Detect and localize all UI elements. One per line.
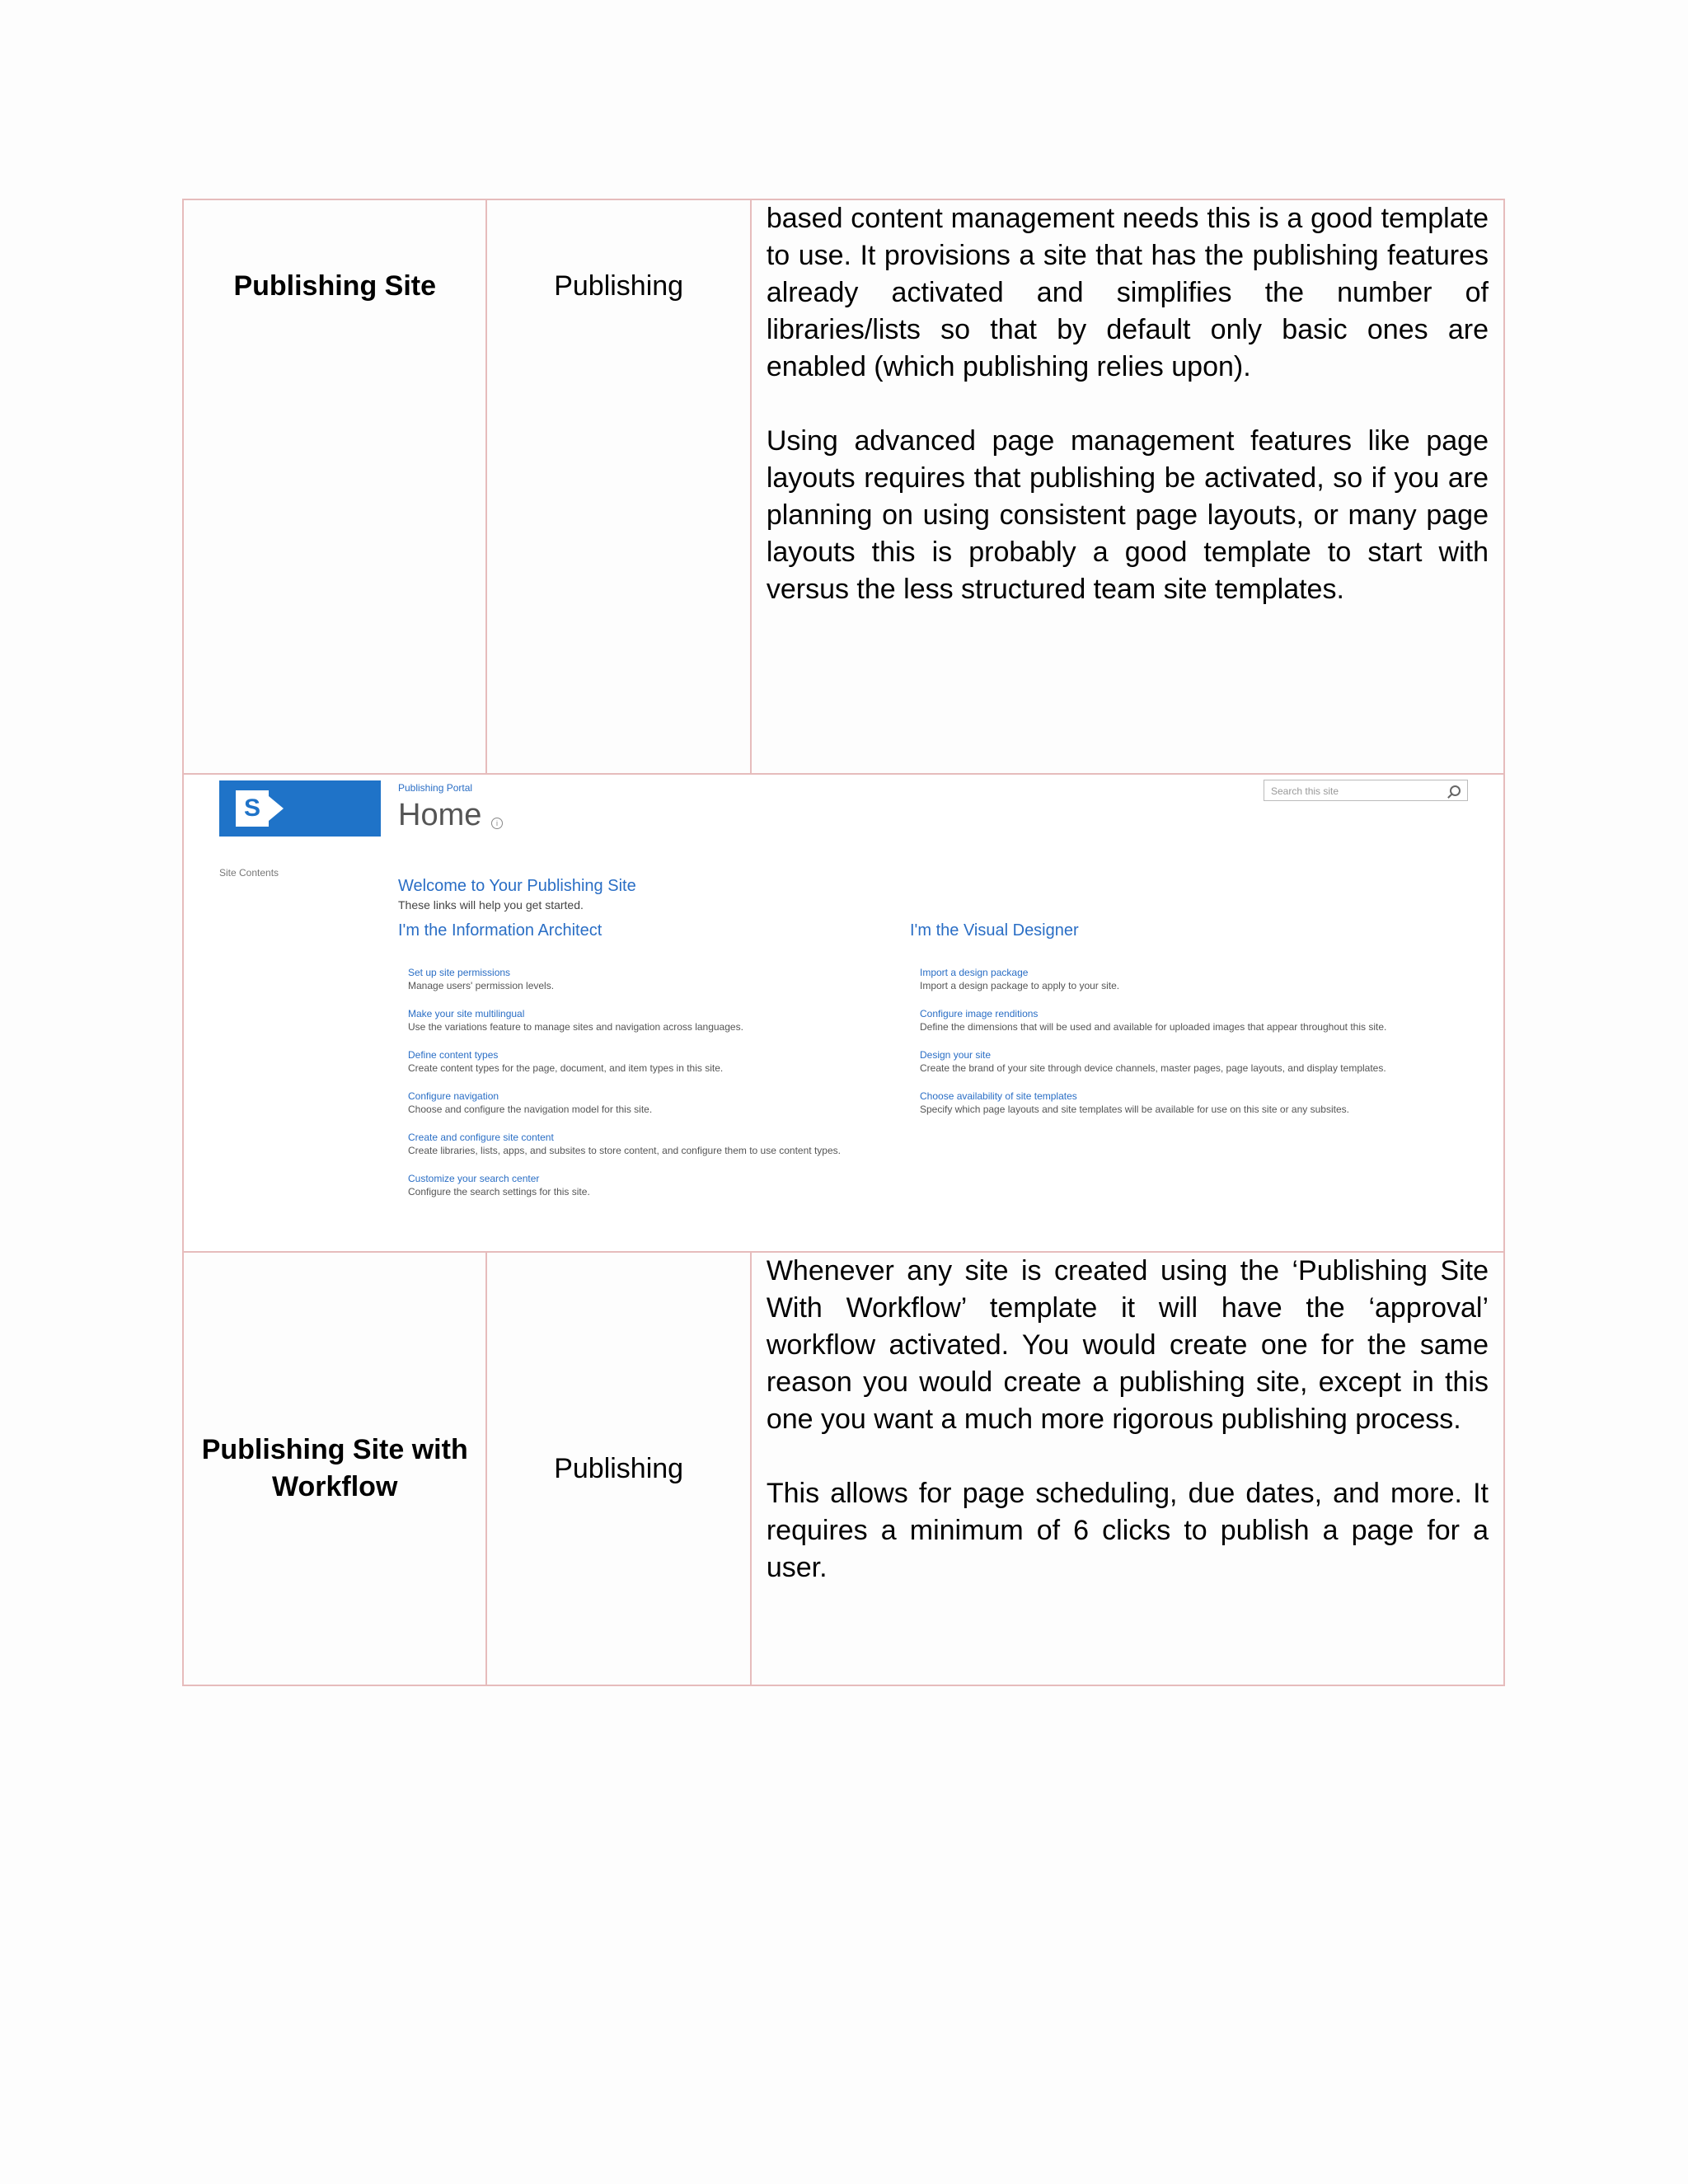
page-title: Home	[398, 798, 482, 832]
action-link[interactable]: Set up site permissions	[408, 967, 511, 978]
description-paragraph: based content management needs this is a good template to use. It provisions a site that has the publishing features already activated and simplifies the number of libraries/lists so that by default only basic ones are enabled (which publishing relies upon).	[766, 203, 1489, 382]
description-paragraph: Whenever any site is created using the ‘Publishing Site With Workflow’ template it will have the ‘approval’ workflow activated. You would create one for the same reason you would create a publishing site, except in this one you want a much more rigorous publishing process.	[766, 1255, 1489, 1435]
left-column-heading: I'm the Information Architect	[398, 921, 603, 940]
list-item	[408, 1131, 841, 1172]
template-category: Publishing	[486, 1252, 750, 1685]
description-paragraph: This allows for page scheduling, due dates, and more. It requires a minimum of 6 clicks to publish a page for a user.	[766, 1478, 1489, 1583]
search-input[interactable]	[1264, 780, 1468, 801]
info-icon[interactable]: i	[491, 818, 503, 829]
action-link[interactable]: Configure navigation	[408, 1090, 499, 1102]
template-category: Publishing	[486, 199, 750, 774]
action-link[interactable]: Design your site	[920, 1049, 992, 1061]
list-item	[408, 1090, 841, 1131]
list-item	[920, 966, 1386, 1007]
template-name: Publishing Site	[183, 199, 486, 774]
site-templates-table	[182, 199, 1505, 1686]
list-item	[408, 1007, 841, 1048]
list-item	[920, 1090, 1386, 1131]
template-description	[751, 199, 1504, 774]
breadcrumb[interactable]: Publishing Portal	[398, 782, 473, 794]
action-description: Choose and configure the navigation model for this site.	[408, 1104, 653, 1115]
action-link[interactable]: Import a design package	[920, 967, 1029, 978]
action-description: Define the dimensions that will be used and available for uploaded images that appear throughout this site.	[920, 1021, 1387, 1033]
action-link[interactable]: Make your site multilingual	[408, 1008, 525, 1019]
action-description: Manage users' permission levels.	[408, 980, 555, 991]
action-description: Import a design package to apply to your site.	[920, 980, 1120, 991]
action-description: Create the brand of your site through device channels, master pages, page layouts, and display templates.	[920, 1062, 1386, 1074]
welcome-title: Welcome to Your Publishing Site	[398, 877, 636, 895]
logo-arrow-icon	[269, 796, 284, 821]
action-link[interactable]: Configure image renditions	[920, 1008, 1039, 1019]
list-item	[408, 966, 841, 1007]
list-item	[920, 1048, 1386, 1090]
action-link[interactable]: Choose availability of site templates	[920, 1090, 1077, 1102]
action-description: Create libraries, lists, apps, and subsites to store content, and configure them to use content types.	[408, 1145, 841, 1156]
action-description: Create content types for the page, document, and item types in this site.	[408, 1062, 724, 1074]
table-row	[183, 199, 1504, 774]
sidebar-item-site-contents[interactable]: Site Contents	[219, 867, 279, 879]
template-description	[751, 1252, 1504, 1685]
welcome-subtitle: These links will help you get started.	[398, 898, 584, 912]
action-description: Configure the search settings for this site.	[408, 1186, 590, 1197]
action-link[interactable]: Customize your search center	[408, 1173, 540, 1184]
table-row-screenshot	[183, 774, 1504, 1252]
action-description: Specify which page layouts and site templates will be available for use on this site or any subsites.	[920, 1104, 1349, 1115]
screenshot-cell	[183, 774, 1504, 1252]
sharepoint-screenshot	[184, 775, 1503, 1251]
right-column-heading: I'm the Visual Designer	[910, 921, 1079, 940]
action-description: Use the variations feature to manage sites and navigation across languages.	[408, 1021, 743, 1033]
left-link-list	[408, 966, 841, 1213]
action-link[interactable]: Define content types	[408, 1049, 499, 1061]
right-link-list	[920, 966, 1386, 1131]
action-link[interactable]: Create and configure site content	[408, 1132, 554, 1143]
search-icon[interactable]	[1450, 785, 1461, 796]
search-placeholder: Search this site	[1271, 785, 1339, 797]
table-row	[183, 1252, 1504, 1685]
description-paragraph: Using advanced page management features like page layouts requires that publishing be activated, so if you are planning on using consistent page layouts, or many page layouts this is probably a good template to start with versus the less structured team site templates.	[766, 425, 1489, 605]
sharepoint-logo-icon: S	[236, 790, 269, 827]
list-item	[408, 1172, 841, 1213]
sharepoint-logo	[219, 780, 381, 837]
template-name: Publishing Site with Workflow	[183, 1252, 486, 1685]
list-item	[920, 1007, 1386, 1048]
list-item	[408, 1048, 841, 1090]
